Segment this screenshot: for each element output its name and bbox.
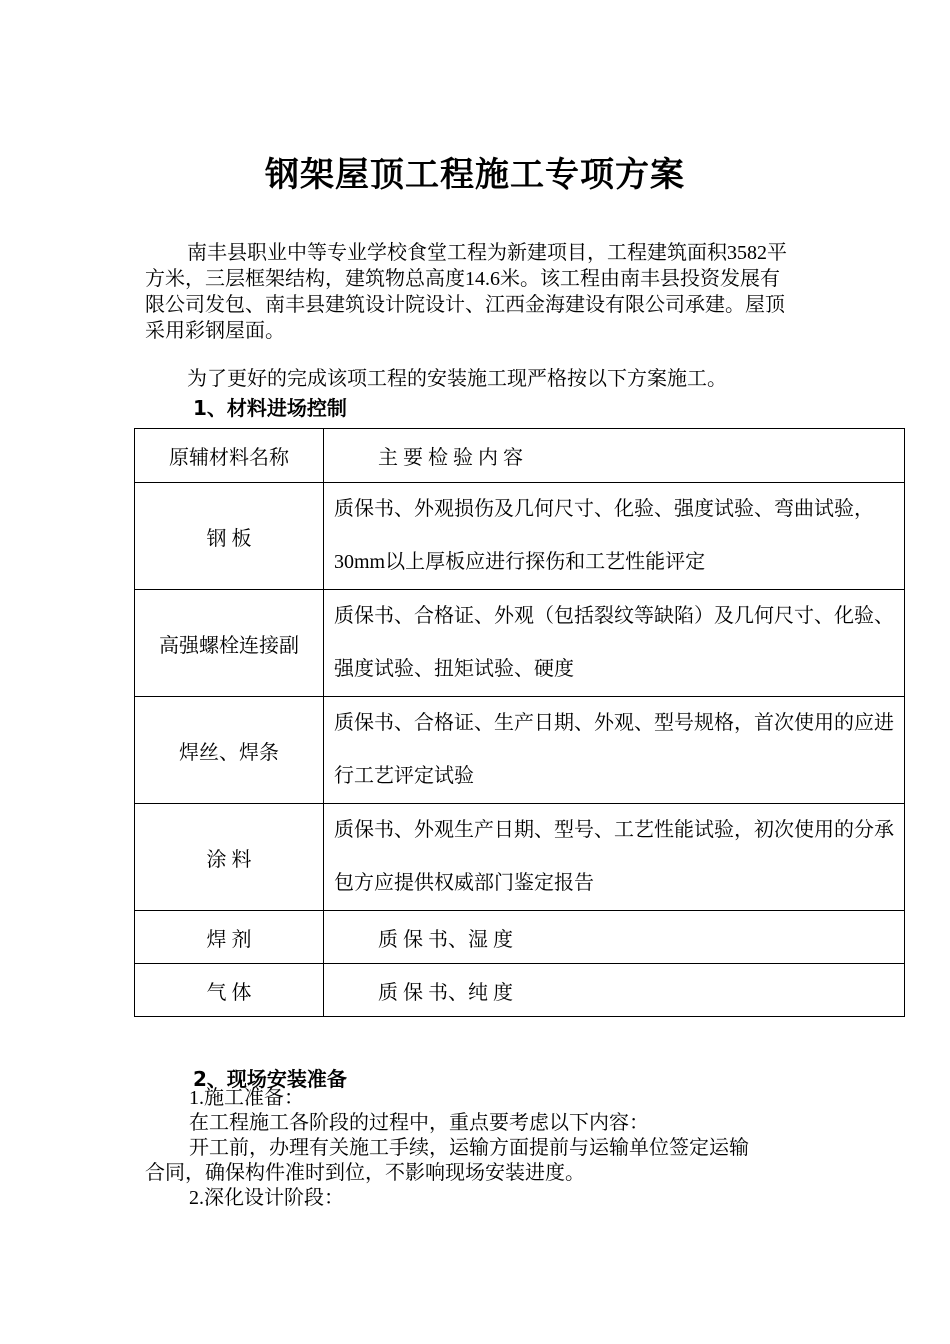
table-cell-material: 涂 料	[135, 804, 324, 911]
table-header-content: 主 要 检 验 内 容	[324, 429, 905, 483]
section1-heading: 1、材料进场控制	[193, 396, 347, 420]
table-cell-material: 焊 剂	[135, 911, 324, 964]
table-row	[135, 483, 905, 590]
table-cell-material: 钢 板	[135, 483, 324, 590]
table-cell-material: 焊丝、焊条	[135, 697, 324, 804]
document-title: 钢架屋顶工程施工专项方案	[265, 155, 685, 195]
table-cell-content: 质保书、外观生产日期、型号、工艺性能试验，初次使用的分承包方应提供权威部门鉴定报告	[324, 804, 905, 911]
section2-heading: 2、现场安装准备	[193, 1067, 347, 1091]
table-cell-content: 质 保 书、湿 度	[324, 911, 905, 964]
section2-line: 2.深化设计阶段：	[189, 1187, 344, 1209]
section2-line: 1.施工准备：	[189, 1087, 304, 1109]
intro-paragraph: 南丰县职业中等专业学校食堂工程为新建项目，工程建筑面积3582平方米，三层框架结构，建筑物总高度14.6米。该工程由南丰县投资发展有限公司发包、南丰县建筑设计院设计、江西金海建设有限公司承建。屋顶采用彩钢屋面。	[145, 242, 787, 342]
purpose-paragraph: 为了更好的完成该项工程的安装施工现严格按以下方案施工。	[187, 368, 727, 390]
table-row	[135, 804, 905, 911]
table-header-row	[135, 429, 905, 483]
section2-body	[145, 1086, 825, 1211]
table-row	[135, 697, 905, 804]
table-header-material: 原辅材料名称	[135, 429, 324, 483]
table-cell-content: 质 保 书、纯 度	[324, 964, 905, 1017]
table-cell-content: 质保书、外观损伤及几何尺寸、化验、强度试验、弯曲试验，30mm以上厚板应进行探伤和工艺性能评定	[324, 483, 905, 590]
table-cell-content: 质保书、合格证、外观（包括裂纹等缺陷）及几何尺寸、化验、强度试验、扭矩试验、硬度	[324, 590, 905, 697]
table-cell-material: 气 体	[135, 964, 324, 1017]
section2-line: 在工程施工各阶段的过程中，重点要考虑以下内容：	[189, 1112, 649, 1134]
table-cell-material: 高强螺栓连接副	[135, 590, 324, 697]
materials-inspection-table	[134, 428, 905, 1017]
table-cell-content: 质保书、合格证、生产日期、外观、型号规格，首次使用的应进行工艺评定试验	[324, 697, 905, 804]
table-row	[135, 964, 905, 1017]
table-row	[135, 911, 905, 964]
table-row	[135, 590, 905, 697]
section2-line: 合同，确保构件准时到位，不影响现场安装进度。	[145, 1162, 585, 1184]
section2-line: 开工前，办理有关施工手续，运输方面提前与运输单位签定运输	[189, 1137, 749, 1159]
